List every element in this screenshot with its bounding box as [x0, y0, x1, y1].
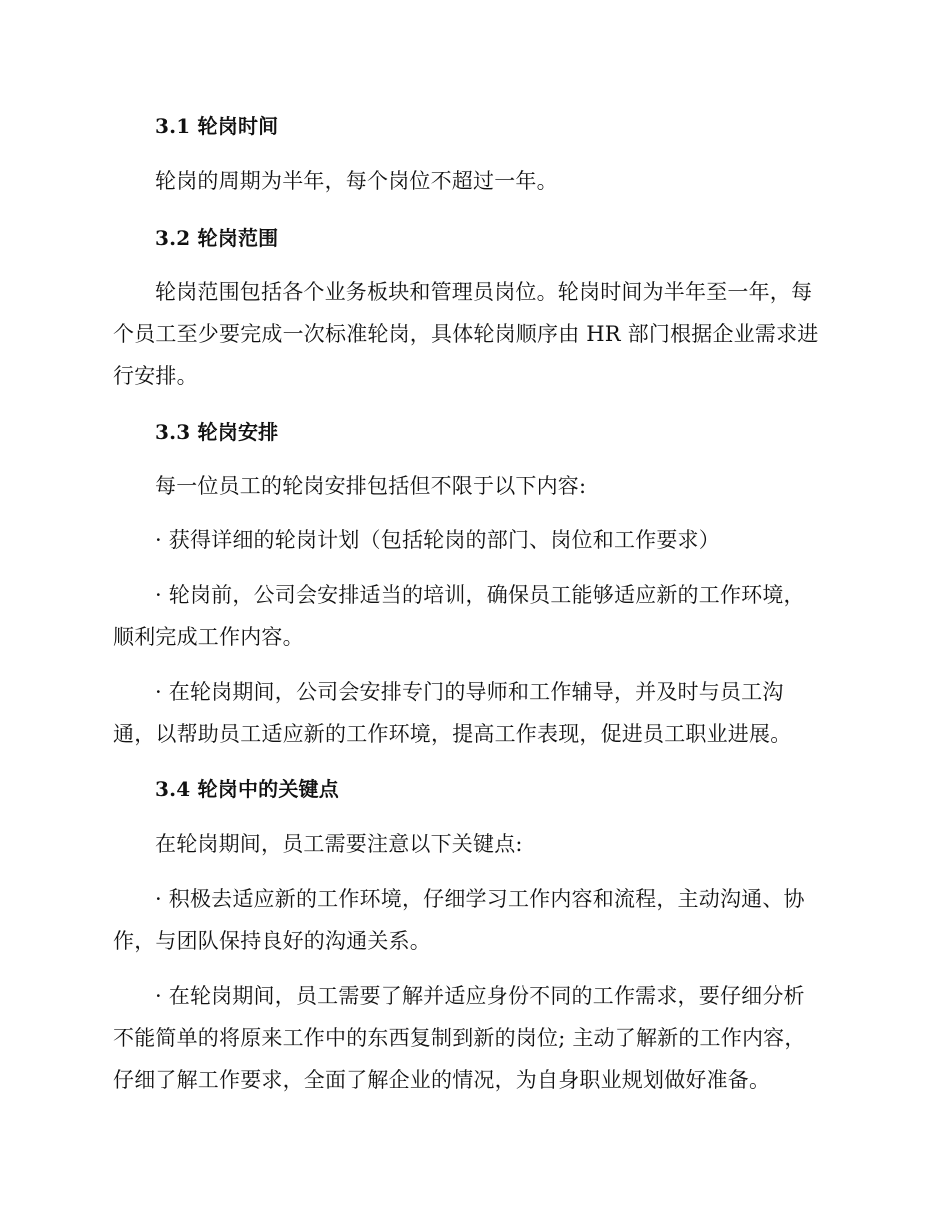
section-heading-3-3: 3.3 轮岗安排 [155, 420, 279, 444]
paragraph-3-4-intro: 在轮岗期间，员工需要注意以下关键点: [155, 832, 523, 856]
bullet-3-4-2-line-1: · 在轮岗期间，员工需要了解并适应身份不同的工作需求，要仔细分析 [155, 984, 805, 1008]
bullet-3-3-3-line-1: · 在轮岗期间，公司会安排专门的导师和工作辅导，并及时与员工沟 [155, 680, 784, 704]
bullet-3-4-1-line-2: 作，与团队保持良好的沟通关系。 [113, 929, 431, 953]
bullet-3-4-1-line-1: · 积极去适应新的工作环境，仔细学习工作内容和流程，主动沟通、协 [155, 887, 805, 911]
paragraph-3-2-line-3: 行安排。 [113, 364, 198, 388]
paragraph-3-2-line-1: 轮岗范围包括各个业务板块和管理员岗位。轮岗时间为半年至一年，每 [155, 280, 813, 304]
section-heading-3-1: 3.1 轮岗时间 [155, 114, 279, 138]
bullet-3-3-2-line-1: · 轮岗前，公司会安排适当的培训，确保员工能够适应新的工作环境， [155, 583, 805, 607]
paragraph-3-3-intro: 每一位员工的轮岗安排包括但不限于以下内容: [155, 474, 587, 498]
paragraph-3-1-line-1: 轮岗的周期为半年，每个岗位不超过一年。 [155, 169, 558, 193]
bullet-3-4-2-line-2: 不能简单的将原来工作中的东西复制到新的岗位; 主动了解新的工作内容， [113, 1026, 806, 1050]
bullet-3-4-2-line-3: 仔细了解工作要求，全面了解企业的情况，为自身职业规划做好准备。 [113, 1068, 771, 1092]
bullet-3-3-1: · 获得详细的轮岗计划（包括轮岗的部门、岗位和工作要求） [155, 528, 720, 552]
bullet-3-3-2-line-2: 顺利完成工作内容。 [113, 625, 304, 649]
paragraph-3-2-line-2: 个员工至少要完成一次标准轮岗，具体轮岗顺序由 HR 部门根据企业需求进 [113, 322, 819, 346]
section-heading-3-2: 3.2 轮岗范围 [155, 226, 279, 250]
bullet-3-3-3-line-2: 通，以帮助员工适应新的工作环境，提高工作表现，促进员工职业进展。 [113, 722, 792, 746]
section-heading-3-4: 3.4 轮岗中的关键点 [155, 777, 339, 801]
